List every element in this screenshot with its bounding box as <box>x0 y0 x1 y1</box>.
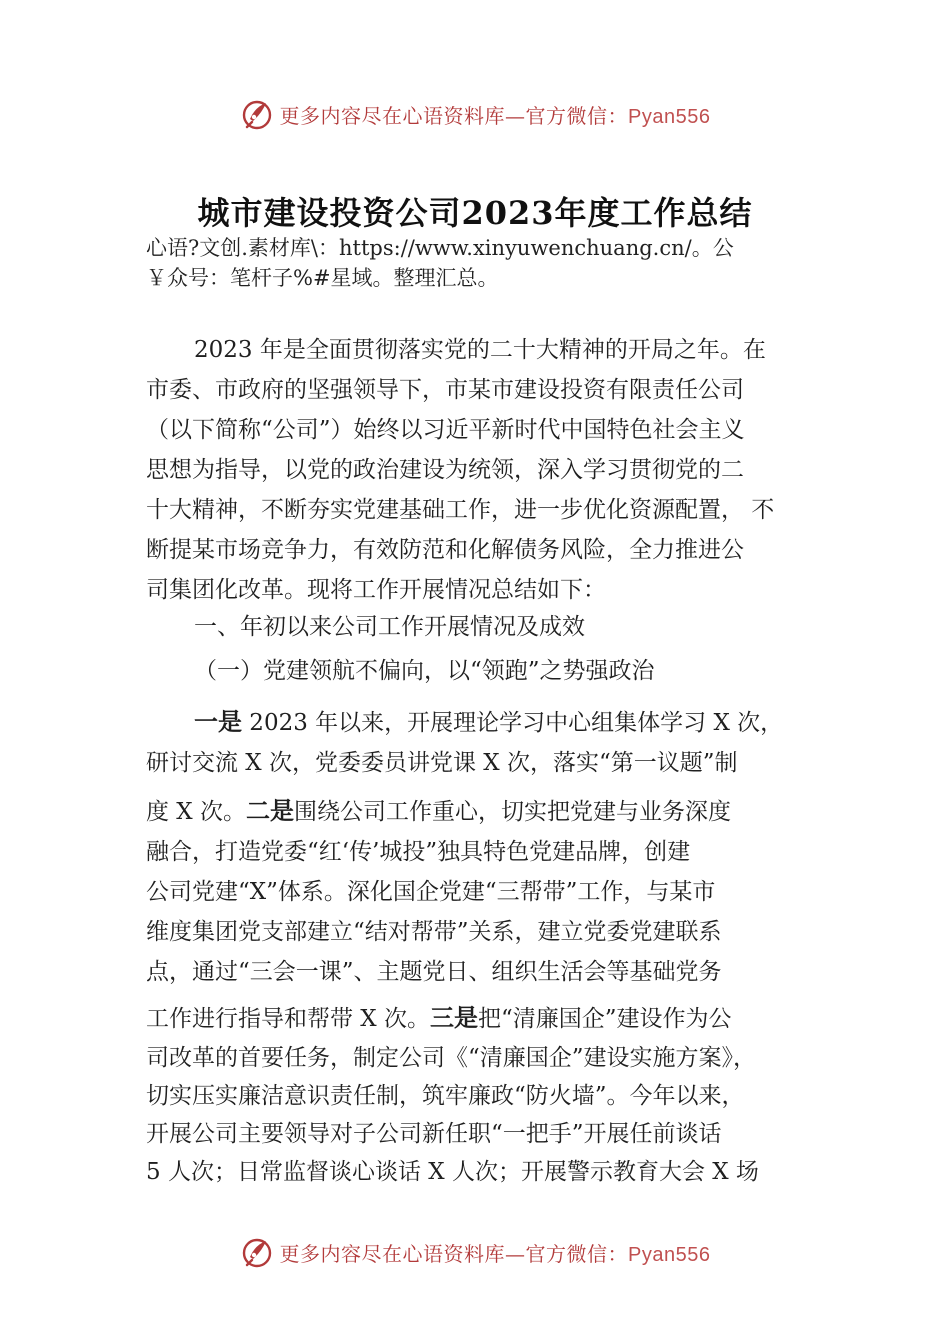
line-text: 把“清廉国企”建设作为公 <box>478 1006 732 1032</box>
line-text: 度 X 次。 <box>146 799 246 825</box>
paragraph-line: 市委、市政府的坚强领导下，市某市建设投资有限责任公司 <box>146 377 744 403</box>
line-text: 围绕公司工作重心，切实把党建与业务深度 <box>294 799 731 825</box>
section-heading-2 <box>146 651 826 691</box>
banner-text <box>280 100 711 129</box>
source-line-2: ￥众号：笔杆子%#星域。整理汇总。 <box>146 266 499 290</box>
brand-logo-icon <box>240 1235 274 1269</box>
banner-main-text: 更多内容尽在心语资料库—官方微信： <box>279 1241 629 1266</box>
paragraph-line: 断提某市场竞争力，有效防范和化解债务风险，全力推进公 <box>146 537 744 563</box>
line-text: 2023 年以来，开展理论学习中心组集体学习 X 次， <box>242 710 784 736</box>
header-banner <box>0 94 950 134</box>
paragraph-line: 思想为指导，以党的政治建设为统领，深入学习贯彻党的二 <box>146 457 744 483</box>
banner-text <box>280 1238 711 1267</box>
intro-paragraph <box>146 330 826 610</box>
paragraph-line: 维度集团党支部建立“结对帮带”关系，建立党委党建联系 <box>146 919 722 945</box>
heading-text: 一、年初以来公司工作开展情况及成效 <box>194 614 585 640</box>
banner-main-text: 更多内容尽在心语资料库—官方微信： <box>279 103 629 128</box>
paragraph-line: 十大精神，不断夯实党建基础工作，进一步优化资源配置， 不 <box>146 497 775 523</box>
heading-text: （一）党建领航不偏向，以“领跑”之势强政治 <box>194 658 655 684</box>
lead-marker: 三是 <box>430 1004 478 1032</box>
section-heading-1 <box>146 607 826 647</box>
lead-marker: 二是 <box>246 797 294 825</box>
paragraph-line: （以下简称“公司”）始终以习近平新时代中国特色社会主义 <box>146 417 745 443</box>
paragraph-line: 5 人次；日常监督谈心谈话 X 人次；开展警示教育大会 X 场 <box>146 1159 759 1185</box>
paragraph-line: 融合，打造党委“红‘传’城投”独具特色党建品牌，创建 <box>146 839 691 865</box>
source-note <box>146 233 826 293</box>
banner-wechat-id: Pyan556 <box>628 105 711 128</box>
lead-marker: 一是 <box>194 708 242 736</box>
paragraph-line: 切实压实廉洁意识责任制，筑牢廉政“防火墙”。今年以来， <box>146 1083 745 1109</box>
paragraph-line: 司改革的首要任务，制定公司《“清廉国企”建设实施方案》， <box>146 1045 757 1071</box>
footer-banner <box>0 1232 950 1272</box>
brand-logo-icon <box>240 97 274 131</box>
paragraph-line <box>146 791 826 832</box>
line-text: 工作进行指导和帮带 X 次。 <box>146 1006 430 1032</box>
paragraph-line: 点，通过“三会一课”、主题党日、组织生活会等基础党务 <box>146 959 722 985</box>
party-building-paragraph-cont <box>146 998 826 1191</box>
paragraph-line: 开展公司主要领导对子公司新任职“一把手”开展任前谈话 <box>146 1121 722 1147</box>
paragraph-line: 公司党建“X”体系。深化国企党建“三帮带”工作，与某市 <box>146 879 716 905</box>
paragraph-line <box>146 998 826 1039</box>
paragraph-line: 2023 年是全面贯彻落实党的二十大精神的开局之年。在 <box>194 337 766 363</box>
paragraph-line <box>146 702 826 743</box>
party-building-paragraph <box>146 702 826 992</box>
banner-wechat-id: Pyan556 <box>628 1243 711 1266</box>
source-line-1: 心语?文创.素材库\：https://www.xinyuwenchuang.cn/。公 <box>146 236 734 260</box>
document-title: 城市建设投资公司2023年度工作总结 <box>197 194 753 232</box>
paragraph-line: 研讨交流 X 次，党委委员讲党课 X 次，落实“第一议题”制 <box>146 750 738 776</box>
paragraph-line: 司集团化改革。现将工作开展情况总结如下： <box>146 577 606 603</box>
